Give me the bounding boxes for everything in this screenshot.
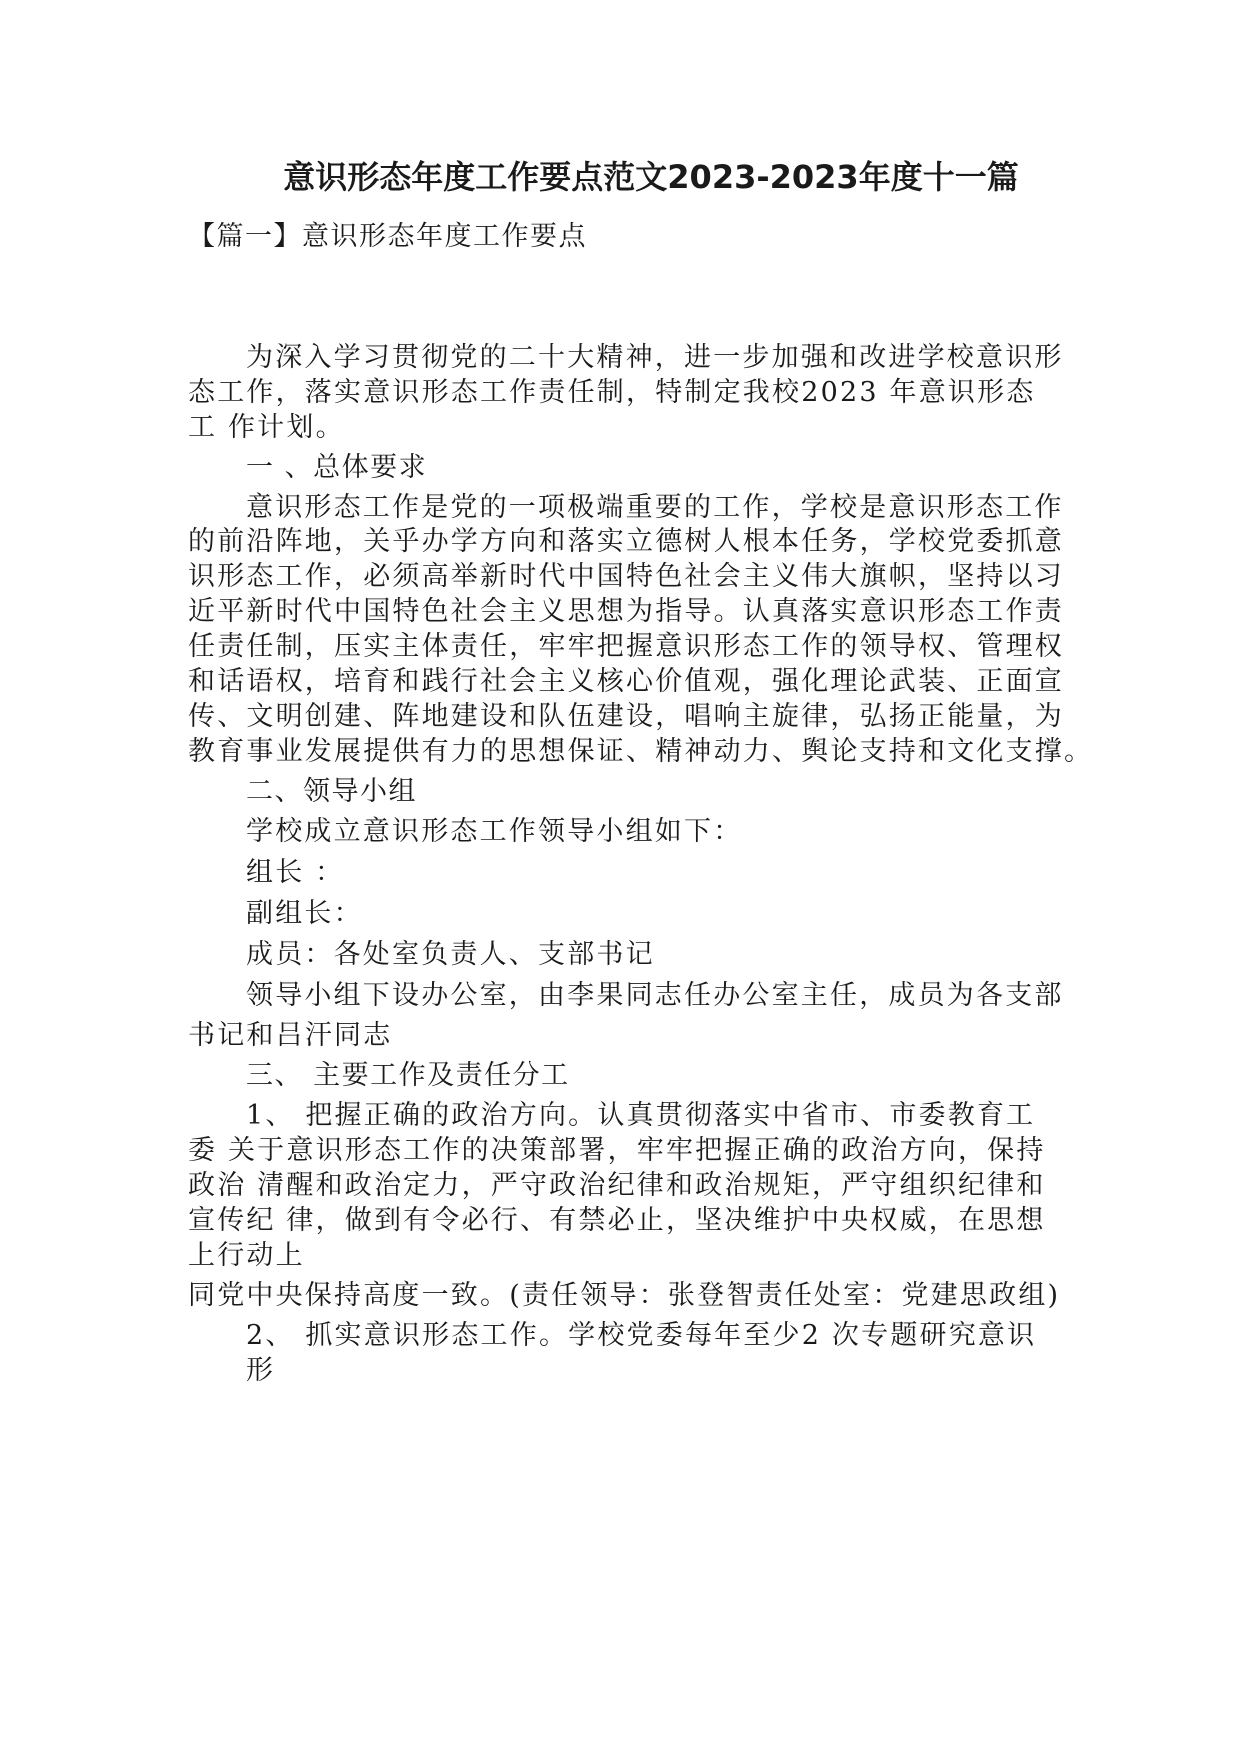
body-line: 意识形态工作是党的一项极端重要的工作，学校是意识形态工作: [246, 492, 1064, 523]
section-heading: 二、领导小组: [246, 776, 417, 807]
body-line: 形: [246, 1355, 276, 1386]
body-line: 书记和吕汗同志: [188, 1020, 393, 1051]
intro-line: 工 作计划。: [188, 412, 345, 443]
body-line: 学校成立意识形态工作领导小组如下：: [246, 816, 743, 847]
body-line: 传、文明创建、阵地建设和队伍建设，唱响主旋律，弘扬正能量，为: [188, 701, 1064, 732]
intro-line: 态工作，落实意识形态工作责任制，特制定我校2023 年意识形态: [188, 377, 1036, 408]
body-line: 副组长：: [246, 898, 363, 929]
body-line: 宣传纪 律，做到有令必行、有禁必止，坚决维护中央权威，在思想: [188, 1205, 1046, 1236]
chapter-heading: 【篇一】意识形态年度工作要点: [188, 221, 587, 252]
document-title: 意识形态年度工作要点范文2023-2023年度十一篇: [283, 158, 1019, 196]
body-line: 2、 抓实意识形态工作。学校党委每年至少2 次专题研究意识: [246, 1320, 1037, 1351]
body-line: 成员：各处室负责人、支部书记: [246, 939, 655, 970]
body-line: 领导小组下设办公室，由李果同志任办公室主任，成员为各支部: [246, 980, 1064, 1011]
body-line: 1、 把握正确的政治方向。认真贯彻落实中省市、市委教育工: [246, 1100, 1036, 1131]
body-line: 任责任制，压实主体责任，牢牢把握意识形态工作的领导权、管理权: [188, 631, 1064, 662]
body-line: 识形态工作，必须高举新时代中国特色社会主义伟大旗帜，坚持以习: [188, 561, 1064, 592]
intro-line: 为深入学习贯彻党的二十大精神，进一步加强和改进学校意识形: [246, 342, 1064, 373]
body-line: 近平新时代中国特色社会主义思想为指导。认真落实意识形态工作责: [188, 596, 1064, 627]
body-line: 的前沿阵地，关乎办学方向和落实立德树人根本任务，学校党委抓意: [188, 526, 1064, 557]
body-line: 和话语权，培育和践行社会主义核心价值观，强化理论武装、正面宣: [188, 666, 1064, 697]
section-heading: 一 、总体要求: [246, 452, 428, 483]
body-line: 组长 ：: [246, 857, 345, 888]
body-line: 同党中央保持高度一致。(责任领导：张登智责任处室：党建思政组): [188, 1280, 1061, 1311]
body-line: 教育事业发展提供有力的思想保证、精神动力、舆论支持和文化支撑。: [188, 736, 1094, 767]
body-line: 委 关于意识形态工作的决策部署，牢牢把握正确的政治方向，保持: [188, 1135, 1046, 1166]
body-line: 政治 清醒和政治定力，严守政治纪律和政治规矩，严守组织纪律和: [188, 1170, 1046, 1201]
section-heading: 三、 主要工作及责任分工: [246, 1060, 570, 1091]
body-line: 上行动上: [188, 1240, 305, 1271]
